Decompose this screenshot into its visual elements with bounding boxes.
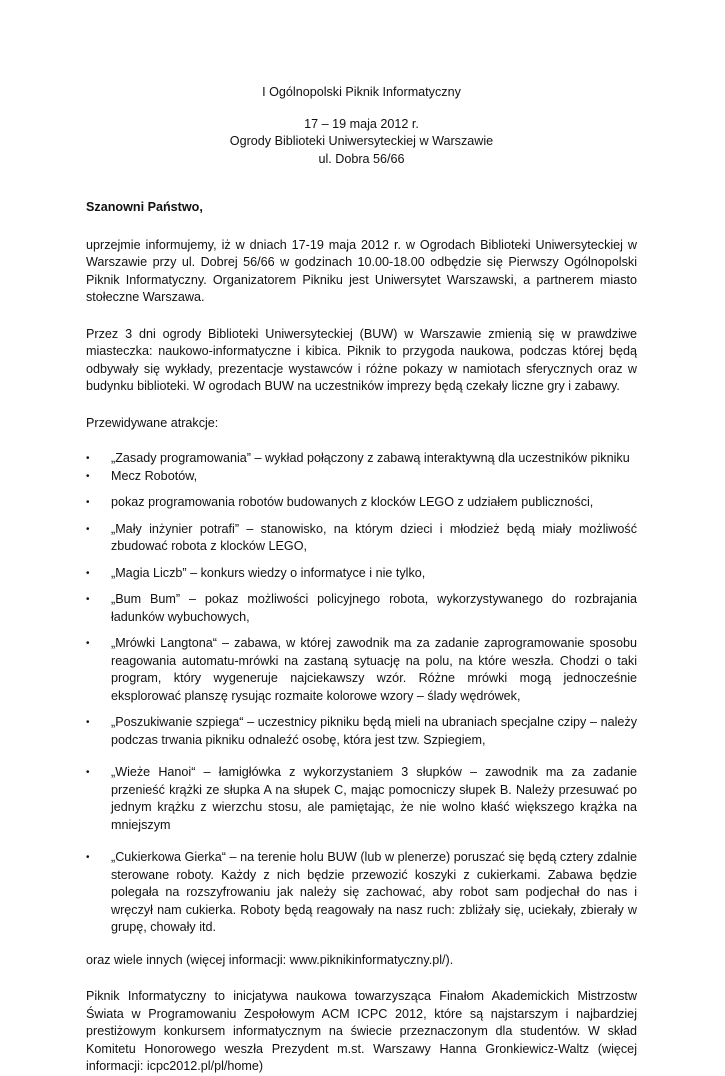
bullet-icon: • xyxy=(86,717,90,728)
bullet-icon: • xyxy=(86,523,90,535)
list-item xyxy=(86,635,637,705)
list-item xyxy=(86,565,637,583)
bullet-icon: • xyxy=(86,453,90,464)
list-item xyxy=(86,591,637,626)
bullet-icon: • xyxy=(86,594,90,605)
list-item-text: „Cukierkowa Gierka“ – na terenie holu BUW (lub w plenerze) poruszać się będą cztery zdalnie sterowane roboty. Każdy z nich będzie przewozić koszyki z cukierkami. Zabawa będzie polegała na rozszyfrowaniu jak należy się zachować, aby robot sam podjechał do nas i wręczył nam cukierka. Roboty będą reagowały na nasz ruch: zbliżały się, uciekały, zbierały w grupę, chowały itd. xyxy=(111,850,637,934)
list-item-text: „Zasady programowania” – wykład połączony z zabawą interaktywną dla uczestników pikniku xyxy=(111,451,630,465)
event-title: I Ogólnopolski Piknik Informatyczny xyxy=(262,85,461,99)
list-item xyxy=(86,468,637,486)
bullet-icon: • xyxy=(86,497,90,508)
event-venue: Ogrody Biblioteki Uniwersyteckiej w Warszawie xyxy=(229,134,494,148)
list-item-text: „Magia Liczb” – konkurs wiedzy o informatyce i nie tylko, xyxy=(111,565,426,580)
list-item-text: „Poszukiwanie szpiega“ – uczestnicy pikniku będą mieli na ubraniach specjalne czipy – należy podczas trwania pikniku odnaleźć osobę, która jest tzw. Szpiegiem, xyxy=(111,715,637,747)
list-item-text: „Mrówki Langtona“ – zabawa, w której zawodnik ma za zadanie zaprogramowanie sposobu reagowania automatu-mrówki na zastaną sytuację na polu, na które weszła. Chodzi o taki program, który wygeneruje najciekawszy wzór. Różne mrówki mogą jednocześnie eksplorować planszę rysując rozmaite kolorowe wzory – ślady wędrówek, xyxy=(111,636,637,703)
more-info: oraz wiele innych (więcej informacji: www.piknikinformatyczny.pl/). xyxy=(86,952,454,967)
event-dates: 17 – 19 maja 2012 r. xyxy=(304,116,419,131)
list-item xyxy=(86,494,637,512)
list-item xyxy=(86,714,637,749)
document-header xyxy=(86,0,637,168)
paragraph-acm-icpc: Piknik Informatyczny to inicjatywa naukowa towarzysząca Finałom Akademickich Mistrzostw Świata w Programowaniu Zespołowym ACM ICPC 2012, które są najstarszym i najbardziej prestiżowym konkursem informatycznym na świecie przeznaczonym dla studentów. W skład Komitetu Honorowego weszła Prezydent m.st. Warszawy Hanna Gronkiewicz-Waltz (więcej informacji: icpc2012.pl/pl/home) xyxy=(86,989,637,1073)
bullet-icon: • xyxy=(86,470,90,482)
list-item xyxy=(86,521,637,556)
list-item-text: pokaz programowania robotów budowanych z klocków LEGO z udziałem publiczności, xyxy=(111,495,594,509)
salutation: Szanowni Państwo, xyxy=(86,200,203,214)
paragraph-intro: uprzejmie informujemy, iż w dniach 17-19 maja 2012 r. w Ogrodach Biblioteki Uniwersyteckiej w Warszawie przy ul. Dobrej 56/66 w godzinach 10.00-18.00 odbędzie się Pierwszy Ogólnopolski Piknik Informatyczny. Organizatorem Pikniku jest Uniwersytet Warszawski, a partnerem miasto stołeczne Warszawa. xyxy=(86,237,637,304)
bullet-icon: • xyxy=(86,767,90,778)
bullet-icon: • xyxy=(86,567,90,579)
list-item-text: „Wieże Hanoi“ – łamigłówka z wykorzystaniem 3 słupków – zawodnik ma za zadanie przenieść krążki ze słupka A na słupek C, mając pomocniczy słupek B. Należy przesuwać po jednym krążku z wierzchu stosu, ale pamiętając, że nie wolno kłaść większego krążka na mniejszym xyxy=(111,765,637,832)
attractions-list xyxy=(86,450,637,937)
event-address: ul. Dobra 56/66 xyxy=(318,151,405,166)
list-item-text: Mecz Robotów, xyxy=(111,468,198,483)
attractions-heading: Przewidywane atrakcje: xyxy=(86,415,219,430)
list-item-text: „Bum Bum” – pokaz możliwości policyjnego robota, wykorzystywanego do rozbrajania ładunków wybuchowych, xyxy=(111,592,637,624)
list-item xyxy=(86,764,637,834)
list-item-text: „Mały inżynier potrafi” – stanowisko, na którym dzieci i młodzież będą miały możliwość zbudować robota z klocków LEGO, xyxy=(111,521,637,553)
paragraph-description: Przez 3 dni ogrody Biblioteki Uniwersyteckiej (BUW) w Warszawie zmienią się w prawdziwe miasteczka: naukowo-informatyczne i kibica. Piknik to przygoda naukowa, podczas której będą odbywały się wykłady, prezentacje wystawców i różne pokazy w namiotach sferycznych oraz w budynku biblioteki. W ogrodach BUW na uczestników imprezy będą czekały liczne gry i zabawy. xyxy=(86,326,637,393)
bullet-icon: • xyxy=(86,638,90,649)
bullet-icon: • xyxy=(86,852,90,863)
list-item xyxy=(86,849,637,937)
list-item xyxy=(86,450,637,468)
